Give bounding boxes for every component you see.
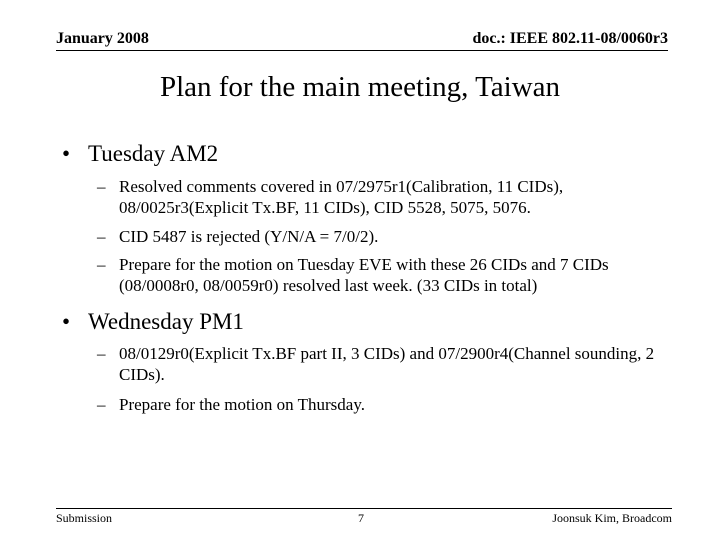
bullet-marker: •	[62, 141, 71, 166]
sub-bullet-text: Prepare for the motion on Thursday.	[119, 395, 365, 414]
sub-bullet-text: 08/0129r0(Explicit Tx.BF part II, 3 CIDs) and 07/2900r4(Channel sounding, 2 CIDs).	[119, 344, 655, 384]
header-doc-id: doc.: IEEE 802.11-08/0060r3	[472, 30, 668, 47]
header-date: January 2008	[56, 30, 149, 47]
sub-bullet-item	[97, 176, 677, 218]
page-number: 7	[358, 511, 364, 525]
sub-bullet-item	[97, 254, 677, 296]
sub-bullet-text: Prepare for the motion on Tuesday EVE with these 26 CIDs and 7 CIDs (08/0008r0, 08/0059r0) resolved last week. (33 CIDs in total)	[119, 255, 609, 295]
sub-bullet-marker: –	[97, 227, 106, 246]
sub-bullet-text: CID 5487 is rejected (Y/N/A = 7/0/2).	[119, 227, 379, 246]
sub-bullet-marker: –	[97, 177, 106, 196]
sub-bullet-item	[97, 343, 677, 385]
bullet-text: Wednesday PM1	[88, 309, 244, 334]
bullet-marker: •	[62, 309, 71, 334]
bullet-text: Tuesday AM2	[88, 141, 219, 166]
slide-title: Plan for the main meeting, Taiwan	[159, 71, 561, 103]
footer-submission: Submission	[56, 511, 113, 525]
sub-bullet-marker: –	[97, 255, 106, 274]
sub-bullet-item	[97, 226, 677, 247]
sub-bullet-marker: –	[97, 395, 106, 414]
footer-divider	[56, 508, 672, 509]
footer-author: Joonsuk Kim, Broadcom	[552, 511, 672, 525]
sub-bullet-text: Resolved comments covered in 07/2975r1(Calibration, 11 CIDs), 08/0025r3(Explicit Tx.BF, 11 CIDs), CID 5528, 5075, 5076.	[119, 177, 564, 217]
header-divider	[56, 50, 668, 51]
sub-bullet-marker: –	[97, 344, 106, 363]
sub-bullet-item	[97, 394, 677, 415]
